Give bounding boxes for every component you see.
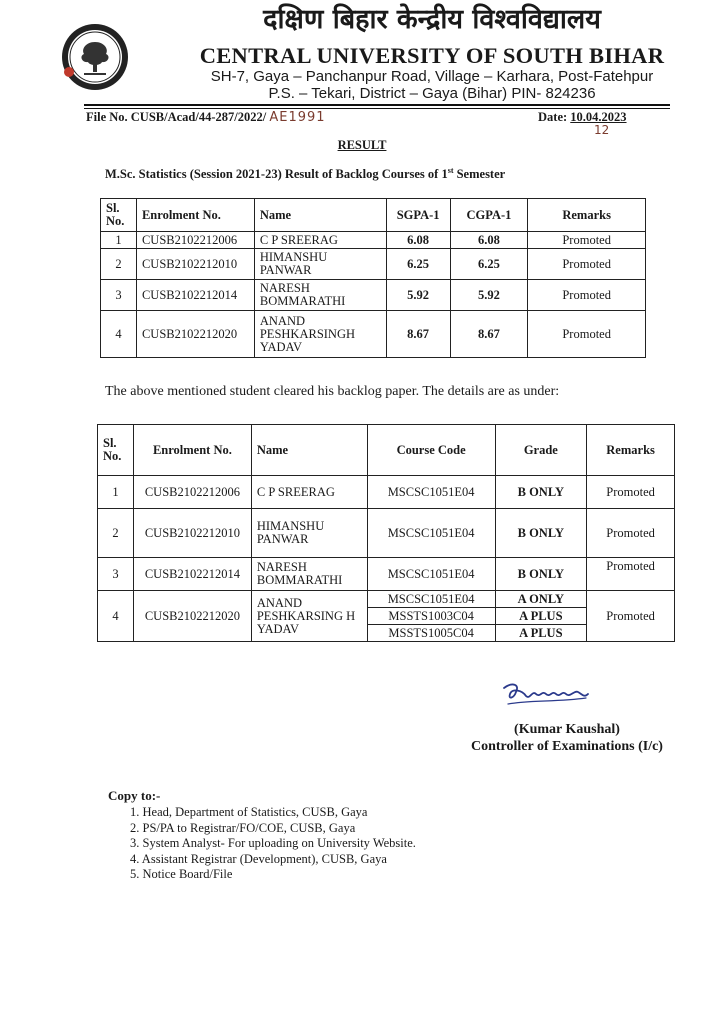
- file-number-text: File No. CUSB/Acad/44-287/2022/: [86, 110, 267, 124]
- cell-name: NARESH BOMMARATHI: [254, 280, 386, 311]
- cell-course-code: MSCSC1051E04: [367, 476, 495, 509]
- cell-sl: 1: [101, 232, 137, 249]
- table-row: [98, 509, 675, 558]
- cell-enrolment: CUSB2102212020: [133, 591, 251, 642]
- column-header-sgpa: SGPA-1: [386, 199, 450, 232]
- cell-sgpa: 5.92: [386, 280, 450, 311]
- signatory-title: Controller of Examinations (I/c): [471, 739, 663, 754]
- cell-name: C P SREERAG: [254, 232, 386, 249]
- cell-remarks: Promoted: [528, 249, 646, 280]
- cell-name: C P SREERAG: [251, 476, 367, 509]
- cell-sl: 1: [98, 476, 134, 509]
- address-line-2: P.S. – Tekari, District – Gaya (Bihar) PIN- 824236: [268, 85, 596, 102]
- cell-cgpa: 8.67: [450, 311, 528, 358]
- column-header-cgpa: CGPA-1: [450, 199, 528, 232]
- cell-remarks: Promoted: [528, 311, 646, 358]
- cell-remarks: Promoted: [587, 591, 675, 642]
- cell-enrolment: CUSB2102212014: [136, 280, 254, 311]
- column-header-name: Name: [254, 199, 386, 232]
- header-divider-thin: [84, 108, 670, 109]
- list-item: 3. System Analyst- For uploading on University Website.: [130, 836, 416, 850]
- caption-prefix: M.Sc. Statistics (Session 2021-23) Result of Backlog Courses of 1: [105, 167, 448, 182]
- cell-name: HIMANSHU PANWAR: [251, 509, 367, 558]
- list-item: 2. PS/PA to Registrar/FO/COE, CUSB, Gaya: [130, 820, 356, 835]
- table-caption: [105, 166, 505, 182]
- column-header-course-code: Course Code: [367, 425, 495, 476]
- cell-sl: 4: [101, 311, 137, 358]
- signatory-name: (Kumar Kaushal): [514, 722, 620, 737]
- cell-course-code: MSSTS1005C04: [367, 625, 495, 642]
- column-header-remarks: Remarks: [528, 199, 646, 232]
- cell-grade: B ONLY: [495, 558, 587, 591]
- table-row: [101, 311, 646, 358]
- cell-sl: 2: [101, 249, 137, 280]
- date-value: 10.04.2023: [570, 110, 627, 124]
- cell-name: ANAND PESHKARSING H YADAV: [251, 591, 367, 642]
- cell-sgpa: 6.25: [386, 249, 450, 280]
- cell-name: HIMANSHU PANWAR: [254, 249, 386, 280]
- university-seal-icon: [60, 22, 130, 92]
- cell-cgpa: 5.92: [450, 280, 528, 311]
- list-item: 4. Assistant Registrar (Development), CUSB, Gaya: [130, 851, 387, 866]
- cell-enrolment: CUSB2102212020: [136, 311, 254, 358]
- cell-sl: 4: [98, 591, 134, 642]
- cell-remarks: Promoted: [528, 232, 646, 249]
- header-divider: [84, 104, 670, 106]
- cell-name: NARESH BOMMARATHI: [251, 558, 367, 591]
- cell-sl: 2: [98, 509, 134, 558]
- sgpa-result-table: [100, 198, 646, 358]
- cell-grade: A PLUS: [495, 625, 587, 642]
- issue-date: [538, 110, 627, 125]
- cell-course-code: MSCSC1051E04: [367, 509, 495, 558]
- table-row: [98, 476, 675, 509]
- column-header-enrolment: Enrolment No.: [133, 425, 251, 476]
- cell-enrolment: CUSB2102212014: [133, 558, 251, 591]
- cell-name: ANAND PESHKARSINGH YADAV: [254, 311, 386, 358]
- table-row: [98, 558, 675, 591]
- list-item: 1. Head, Department of Statistics, CUSB, Gaya: [130, 805, 368, 819]
- cell-remarks: Promoted: [587, 558, 675, 591]
- cell-grade: A PLUS: [495, 608, 587, 625]
- cell-enrolment: CUSB2102212006: [133, 476, 251, 509]
- cell-remarks: Promoted: [528, 280, 646, 311]
- table-row: [98, 591, 675, 608]
- cell-grade: B ONLY: [495, 476, 587, 509]
- column-header-grade: Grade: [495, 425, 587, 476]
- file-number: [86, 110, 326, 125]
- list-item: 5. Notice Board/File: [130, 867, 233, 881]
- column-header-sl: Sl. No.: [101, 199, 137, 232]
- cell-sl: 3: [101, 280, 137, 311]
- column-header-name: Name: [251, 425, 367, 476]
- cell-grade: B ONLY: [495, 509, 587, 558]
- handwritten-date-note: 12: [594, 123, 610, 137]
- cell-cgpa: 6.25: [450, 249, 528, 280]
- table-row: [101, 232, 646, 249]
- cell-sgpa: 8.67: [386, 311, 450, 358]
- column-header-enrolment: Enrolment No.: [136, 199, 254, 232]
- copy-to-label: Copy to:-: [108, 788, 161, 803]
- cell-course-code: MSSTS1003C04: [367, 608, 495, 625]
- backlog-course-table: [97, 424, 675, 642]
- university-name-hindi: दक्षिण बिहार केन्द्रीय विश्वविद्यालय: [263, 4, 601, 35]
- handwritten-reference: AE1991: [269, 110, 326, 125]
- result-heading: RESULT: [337, 138, 387, 152]
- backlog-statement: The above mentioned student cleared his backlog paper. The details are as under:: [105, 384, 560, 399]
- cell-enrolment: CUSB2102212006: [136, 232, 254, 249]
- address-line-1: SH-7, Gaya – Panchanpur Road, Village – Karhara, Post-Fatehpur: [210, 68, 654, 85]
- cell-enrolment: CUSB2102212010: [136, 249, 254, 280]
- caption-suffix: Semester: [453, 167, 506, 182]
- cell-enrolment: CUSB2102212010: [133, 509, 251, 558]
- table-header-row: [98, 425, 675, 476]
- cell-remarks: Promoted: [587, 509, 675, 558]
- table-row: [101, 280, 646, 311]
- cell-sgpa: 6.08: [386, 232, 450, 249]
- column-header-sl: Sl. No.: [98, 425, 134, 476]
- date-label: Date:: [538, 110, 568, 124]
- university-name-english: CENTRAL UNIVERSITY OF SOUTH BIHAR: [199, 43, 665, 68]
- cell-sl: 3: [98, 558, 134, 591]
- caption-superscript: st: [447, 166, 454, 175]
- signature-mark: [498, 678, 594, 712]
- cell-course-code: MSCSC1051E04: [367, 558, 495, 591]
- copy-to-list: [130, 805, 416, 883]
- cell-cgpa: 6.08: [450, 232, 528, 249]
- table-header-row: [101, 199, 646, 232]
- table-row: [101, 249, 646, 280]
- cell-course-code: MSCSC1051E04: [367, 591, 495, 608]
- cell-grade: A ONLY: [495, 591, 587, 608]
- cell-remarks: Promoted: [587, 476, 675, 509]
- column-header-remarks: Remarks: [587, 425, 675, 476]
